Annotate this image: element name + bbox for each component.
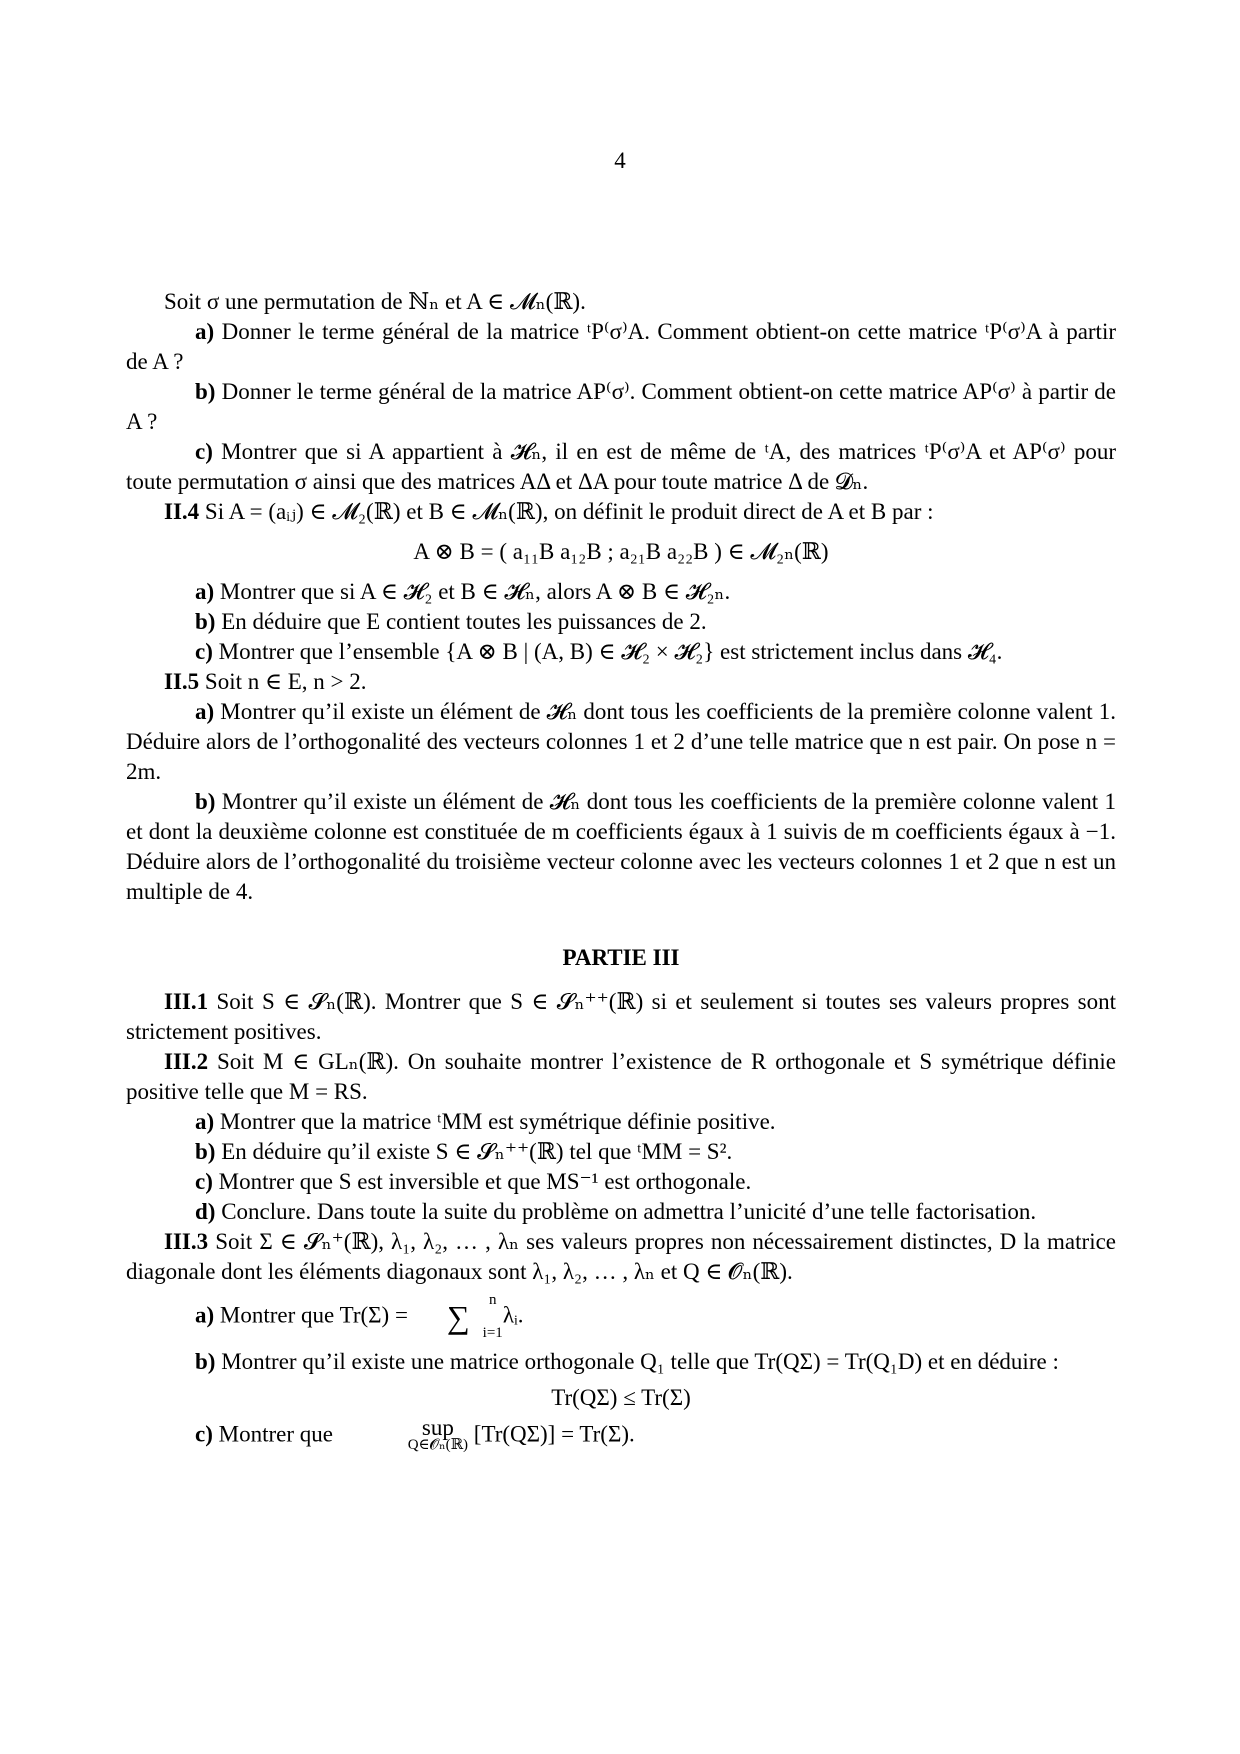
- ii5-question-b: [126, 787, 1116, 907]
- part-title: PARTIE III: [562, 945, 680, 970]
- page-number: 4: [614, 148, 626, 173]
- trace-inequality: Tr(QΣ) ≤ Tr(Σ): [551, 1385, 691, 1410]
- section-iii2: [126, 1047, 1116, 1107]
- question-label: a): [195, 1109, 215, 1134]
- question-text: Montrer que S est inversible et que MS⁻¹ est orthogonale.: [218, 1169, 752, 1194]
- ii5-question-a: [126, 697, 1116, 787]
- section-text: Soit M ∈ GLₙ(ℝ). On souhaite montrer l’existence de R orthogonale et S symétrique définie positive telle que M = RS.: [126, 1049, 1117, 1104]
- question-text: Montrer que si A appartient à 𝓗ₙ, il en est de même de ᵗA, des matrices ᵗP⁽σ⁾A et AP⁽σ⁾ pour toute permutation σ ainsi que des matrices AΔ et ΔA pour toute matrice Δ de 𝓓ₙ.: [126, 439, 1117, 494]
- question-label: a): [195, 1302, 215, 1328]
- question-label: a): [195, 319, 215, 344]
- ii4-question-b: [126, 607, 1116, 637]
- summation: [414, 1293, 503, 1341]
- question-label: c): [195, 439, 213, 464]
- page-content: [126, 287, 1116, 1453]
- question-text: Donner le terme général de la matrice AP⁽σ⁾. Comment obtient-on cette matrice AP⁽σ⁾ à partir de A ?: [126, 379, 1116, 434]
- question-b: [126, 377, 1116, 437]
- question-text: Montrer qu’il existe un élément de 𝓗ₙ dont tous les coefficients de la première colonne valent 1. Déduire alors de l’orthogonalité des vecteurs colonnes 1 et 2 d’une telle matrice que n est pair. On pose n = 2m.: [126, 699, 1116, 784]
- iii3-question-a: [126, 1293, 1116, 1341]
- section-iii1: [126, 987, 1116, 1047]
- question-label: b): [195, 379, 216, 404]
- question-text: En déduire que E contient toutes les puissances de 2.: [221, 609, 707, 634]
- section-text: Si A = (aᵢⱼ) ∈ 𝓜₂(ℝ) et B ∈ 𝓜ₙ(ℝ), on définit le produit direct de A et B par :: [204, 499, 934, 524]
- section-label: III.3: [164, 1229, 209, 1254]
- section-label: II.4: [164, 499, 200, 524]
- question-text: Montrer que l’ensemble {A ⊗ B | (A, B) ∈ 𝓗₂ × 𝓗₂} est strictement inclus dans 𝓗₄.: [218, 639, 1003, 664]
- iii3-question-c: [126, 1415, 1116, 1453]
- question-text: En déduire qu’il existe S ∈ 𝓢ₙ⁺⁺(ℝ) tel que ᵗMM = S².: [221, 1139, 733, 1164]
- question-text: Montrer que Tr(Σ) =: [219, 1302, 408, 1328]
- section-label: II.5: [164, 669, 200, 694]
- question-label: b): [195, 1349, 216, 1374]
- iii2-question-b: [126, 1137, 1116, 1167]
- tensor-product-equation: A ⊗ B = ( a₁₁B a₁₂B ; a₂₁B a₂₂B ) ∈ 𝓜₂ₙ(ℝ): [413, 539, 829, 564]
- question-label: b): [195, 789, 216, 814]
- sup-subscript: Q∈𝓞ₙ(ℝ): [407, 1437, 469, 1453]
- question-tail: [Tr(QΣ)] = Tr(Σ).: [473, 1421, 635, 1447]
- supremum: [339, 1415, 469, 1453]
- question-text: Montrer qu’il existe un élément de 𝓗ₙ dont tous les coefficients de la première colonne valent 1 et dont la deuxième colonne est constituée de m coefficients égaux à 1 suivis de m coefficients égaux à −1. Déduire alors de l’orthogonalité du troisième vecteur colonne avec les vecteurs colonnes 1 et 2 que n est un multiple de 4.: [126, 789, 1116, 904]
- ii4-question-a: [126, 577, 1116, 607]
- sum-upper-bound: n: [488, 1292, 497, 1308]
- question-label: c): [195, 1169, 213, 1194]
- section-text: Soit Σ ∈ 𝓢ₙ⁺(ℝ), λ₁, λ₂, … , λₙ ses valeurs propres non nécessairement distinctes, D la matrice diagonale dont les éléments diagonaux sont λ₁, λ₂, … , λₙ et Q ∈ 𝓞ₙ(ℝ).: [126, 1229, 1117, 1284]
- question-c: [126, 437, 1116, 497]
- question-a: [126, 317, 1116, 377]
- section-label: III.1: [164, 989, 209, 1014]
- section-iii3: [126, 1227, 1116, 1287]
- iii2-question-a: [126, 1107, 1116, 1137]
- question-label: a): [195, 699, 215, 724]
- section-label: III.2: [164, 1049, 209, 1074]
- question-label: d): [195, 1199, 216, 1224]
- sup-operator: sup: [421, 1415, 454, 1440]
- question-label: c): [195, 639, 213, 664]
- question-text: Montrer que: [218, 1421, 333, 1447]
- question-text: Montrer que la matrice ᵗMM est symétrique définie positive.: [219, 1109, 776, 1134]
- question-tail: λᵢ.: [502, 1302, 524, 1328]
- section-text: Soit n ∈ E, n > 2.: [204, 669, 367, 694]
- question-text: Conclure. Dans toute la suite du problème on admettra l’unicité d’une telle factorisation.: [221, 1199, 1037, 1224]
- section-ii4: [126, 497, 1116, 527]
- question-label: a): [195, 579, 215, 604]
- iii2-question-c: [126, 1167, 1116, 1197]
- question-text: Montrer que si A ∈ 𝓗₂ et B ∈ 𝓗ₙ, alors A ⊗ B ∈ 𝓗₂ₙ.: [219, 579, 731, 604]
- sum-lower-bound: i=1: [482, 1325, 503, 1341]
- question-text: Montrer qu’il existe une matrice orthogonale Q₁ telle que Tr(QΣ) = Tr(Q₁D) et en déduire :: [221, 1349, 1059, 1374]
- question-label: c): [195, 1421, 213, 1447]
- question-text: Donner le terme général de la matrice ᵗP⁽σ⁾A. Comment obtient-on cette matrice ᵗP⁽σ⁾A à partir de A ?: [126, 319, 1116, 374]
- section-text: Soit S ∈ 𝓢ₙ(ℝ). Montrer que S ∈ 𝓢ₙ⁺⁺(ℝ) si et seulement si toutes ses valeurs propres sont strictement positives.: [126, 989, 1117, 1044]
- sum-symbol: ∑: [446, 1299, 470, 1335]
- iii2-question-d: [126, 1197, 1116, 1227]
- question-label: b): [195, 1139, 216, 1164]
- intro-paragraph: Soit σ une permutation de ℕₙ et A ∈ 𝓜ₙ(ℝ).: [164, 289, 586, 314]
- ii4-question-c: [126, 637, 1116, 667]
- section-ii5: [126, 667, 1116, 697]
- iii3-question-b: [126, 1347, 1116, 1377]
- question-label: b): [195, 609, 216, 634]
